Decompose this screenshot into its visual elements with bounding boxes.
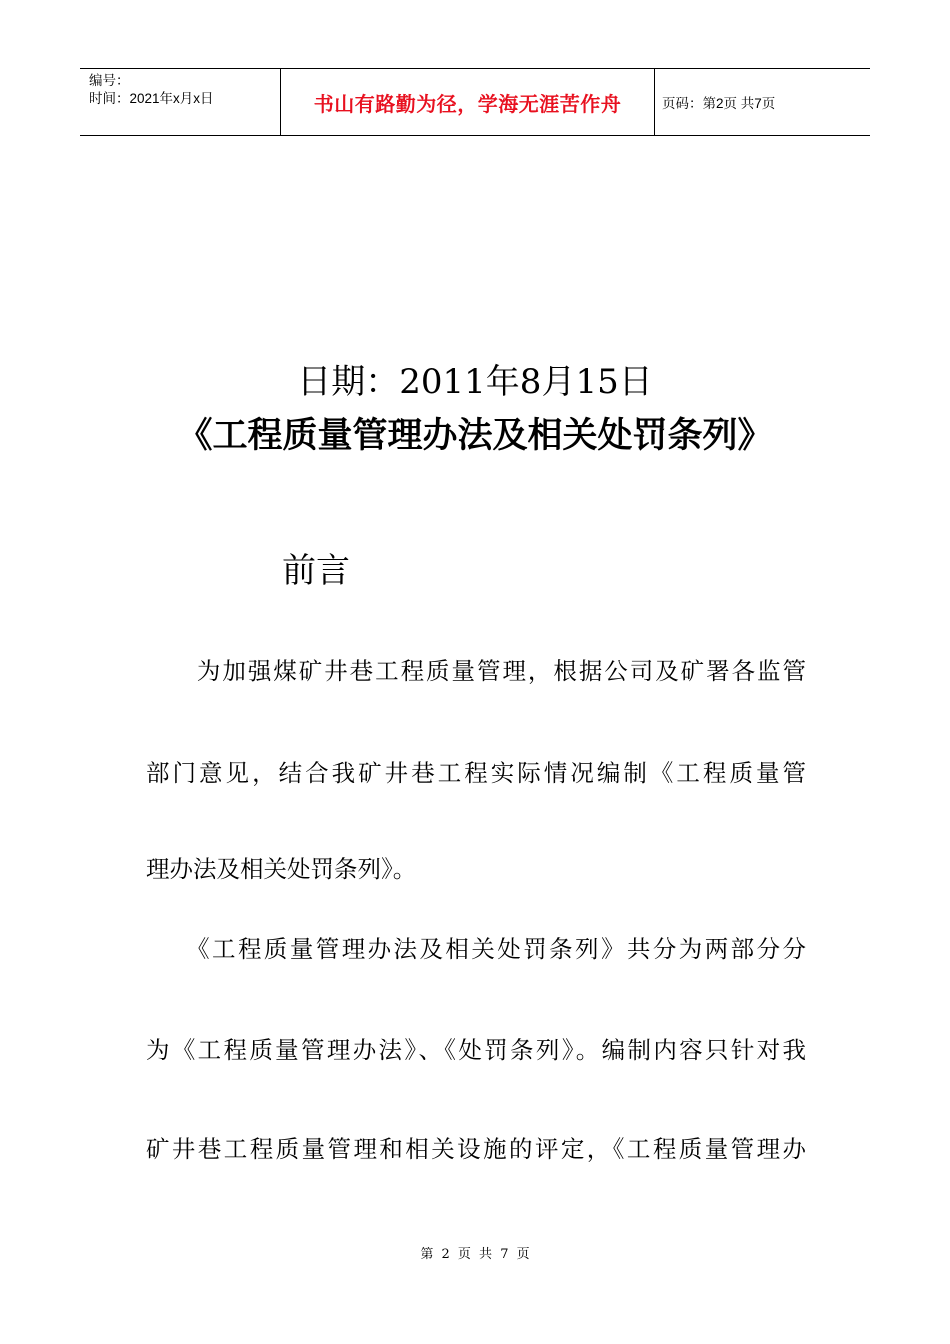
page-header [80, 68, 870, 136]
header-motto-cell [281, 69, 655, 135]
document-title: 《工程质量管理办法及相关处罚条列》 [177, 416, 773, 456]
body-line: 为加强煤矿井巷工程质量管理，根据公司及矿署各监管 [146, 657, 806, 685]
body-line: 矿井巷工程质量管理和相关设施的评定，《工程质量管理办 [146, 1135, 806, 1163]
motto-text: 书山有路勤为径，学海无涯苦作舟 [313, 91, 622, 116]
number-label: 编号： [89, 73, 130, 88]
body-line: 理办法及相关处罚条列》。 [146, 855, 417, 883]
header-meta-cell [80, 69, 281, 135]
time-label: 时间：2021年x月x日 [89, 91, 214, 106]
body-line: 为《工程质量管理办法》、《处罚条列》。编制内容只针对我 [146, 1036, 806, 1064]
page-footer: 第 2 页 共 7 页 [420, 1247, 530, 1262]
date-line: 日期：2011年8月15日 [297, 362, 653, 402]
body-line: 《工程质量管理办法及相关处罚条列》共分为两部分分 [146, 935, 806, 963]
body-line: 部门意见，结合我矿井巷工程实际情况编制《工程质量管 [146, 759, 806, 787]
page-info-text: 页码：第2页 共7页 [662, 96, 776, 111]
header-page-cell [655, 69, 870, 135]
preface-heading: 前言 [282, 551, 350, 591]
